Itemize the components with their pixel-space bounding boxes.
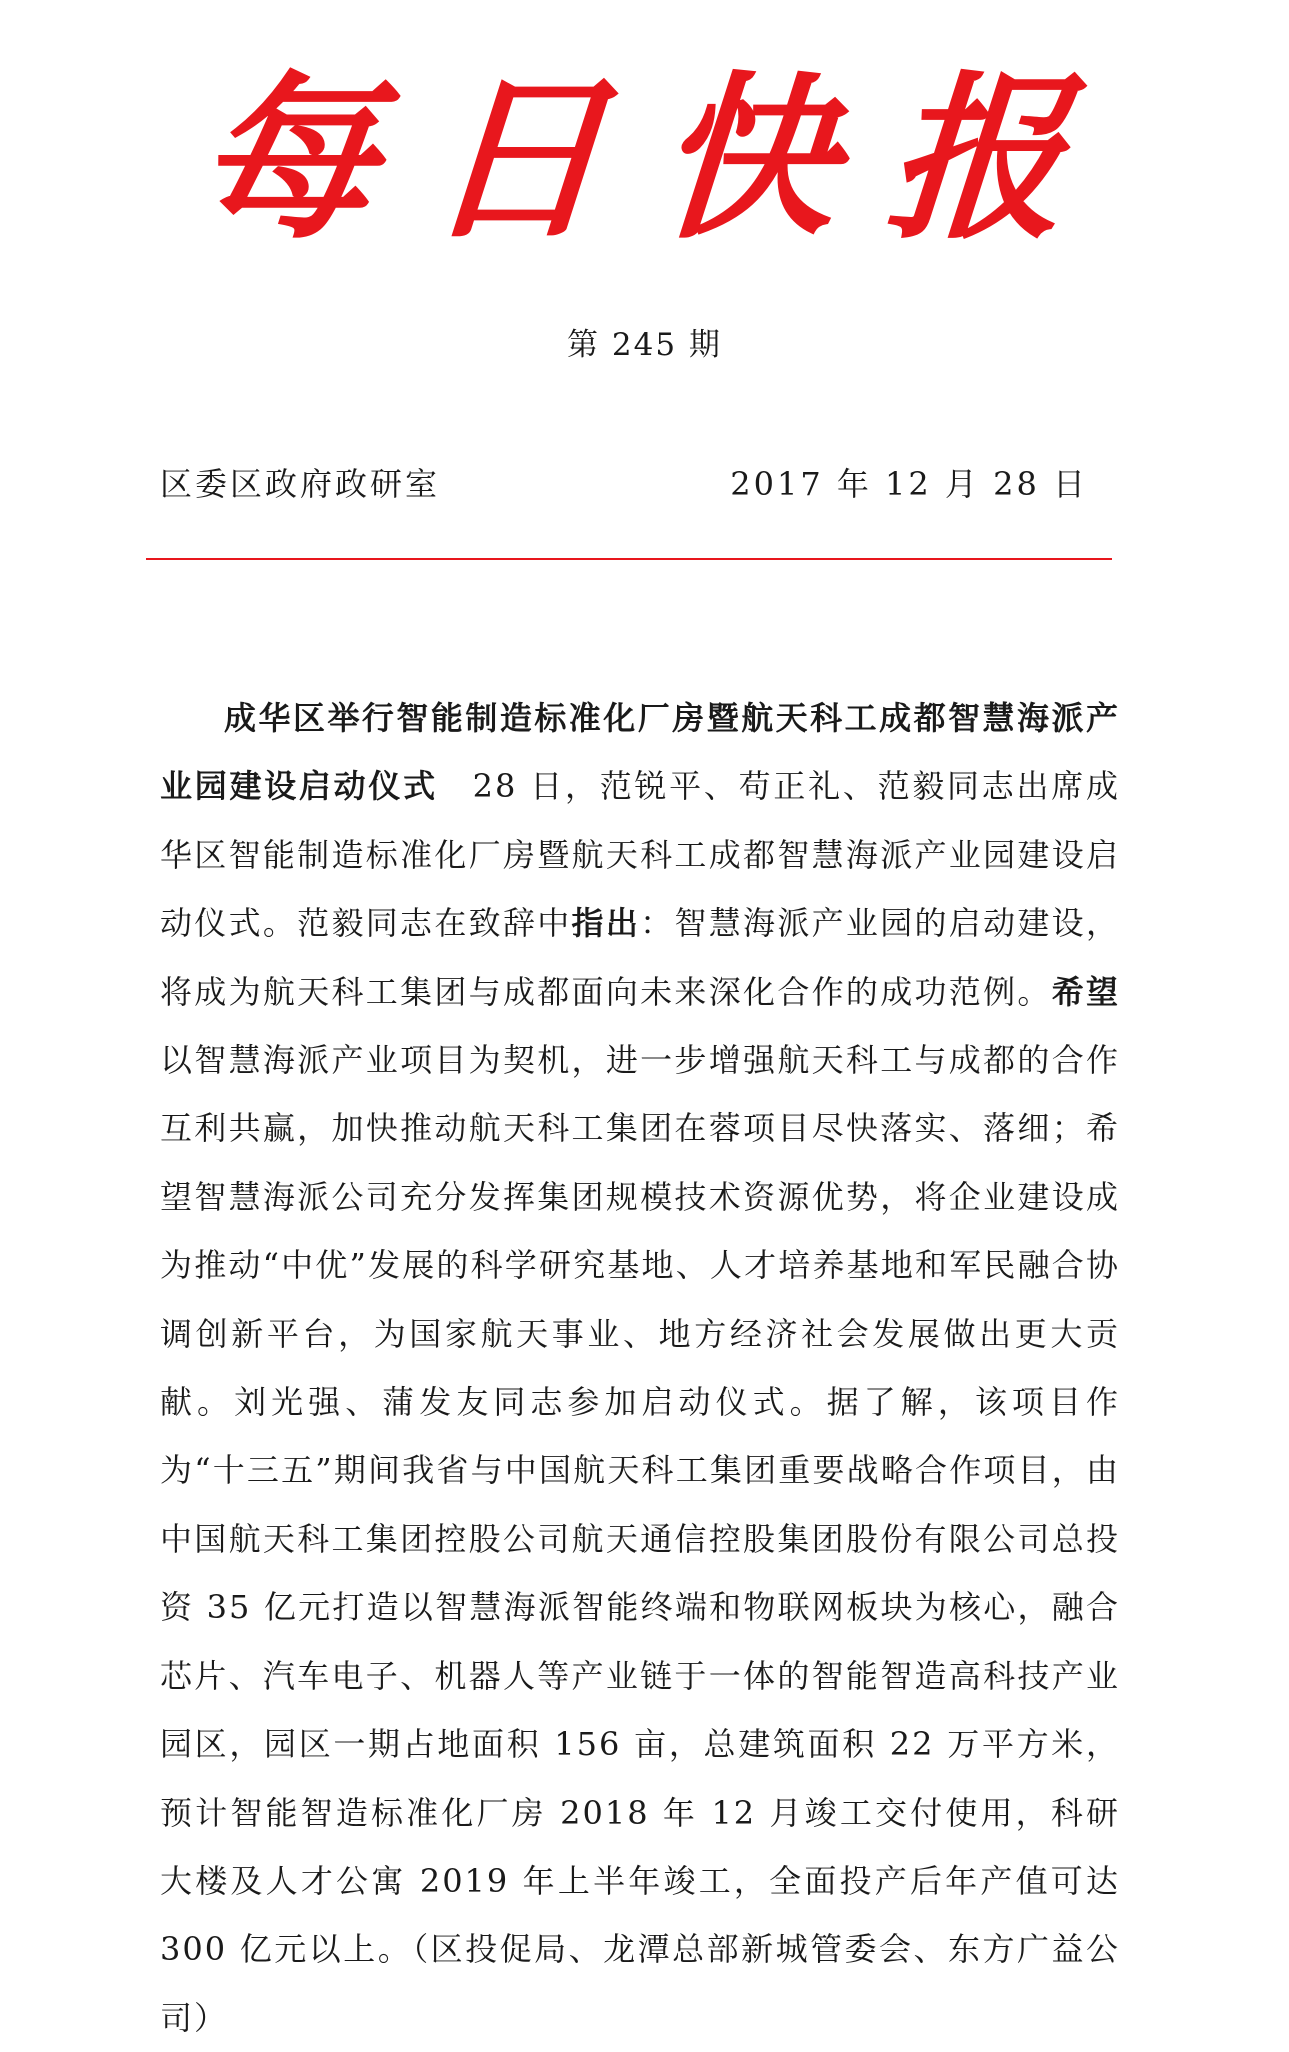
- article-text-2: ：智慧海派产业园的启动建设，将成为航天科工集团与成都面向未来深化合作的成功范例。: [160, 904, 1120, 1011]
- issue-date: 2017 年 12 月 28 日: [730, 465, 1088, 503]
- red-divider: [146, 558, 1112, 560]
- keyword-xiwang: 希望: [1051, 972, 1120, 1011]
- masthead-title: 每日快报: [190, 56, 1125, 263]
- article-text-3: 以智慧海派产业项目为契机，进一步增强航天科工与成都的合作互利共赢，加快推动航天科工集团在蓉项目尽快落实、落细；希望智慧海派公司充分发挥集团规模技术资源优势，将企业建设成为推动“中优”发展的科学研究基地、人才培养基地和军民融合协调创新平台，为国家航天事业、地方经济社会发展做出更大贡献。刘光强、蒲发友同志参加启动仪式。据了解，该项目作为“十三五”期间我省与中国航天科工集团重要战略合作项目，由中国航天科工集团控股公司航天通信控股集团股份有限公司总投资 35 亿元打造以智慧海派智能终端和物联网板块为核心，融合芯片、汽车电子、机器人等产业链于一体的智能智造高科技产业园区，园区一期占地面积 156 亩，总建筑面积 22 万平方米，预计智能智造标准化厂房 2018 年 12 月竣工交付使用，科研大楼及人才公寓 2019 年上半年竣工，全面投产后年产值可达 300 亿元以上。（区投促局、龙潭总部新城管委会、东方广益公司）: [160, 1041, 1120, 2037]
- keyword-zhichu: 指出: [571, 904, 641, 943]
- issue-number: 第 245 期: [567, 327, 722, 363]
- meta-row: [160, 462, 1088, 506]
- article-paragraph: [160, 684, 1120, 2052]
- issuing-office: 区委区政府政研室: [160, 465, 441, 503]
- article-text-1: 28 日，范锐平、苟正礼、范毅同志出席成华区智能制造标准化厂房暨航天科工成都智慧海派产业园建设启动仪式。范毅同志在致辞中: [160, 767, 1120, 943]
- article-headline: 成华区举行智能制造标准化厂房暨航天科工成都智慧海派产业园建设启动仪式: [160, 699, 1120, 806]
